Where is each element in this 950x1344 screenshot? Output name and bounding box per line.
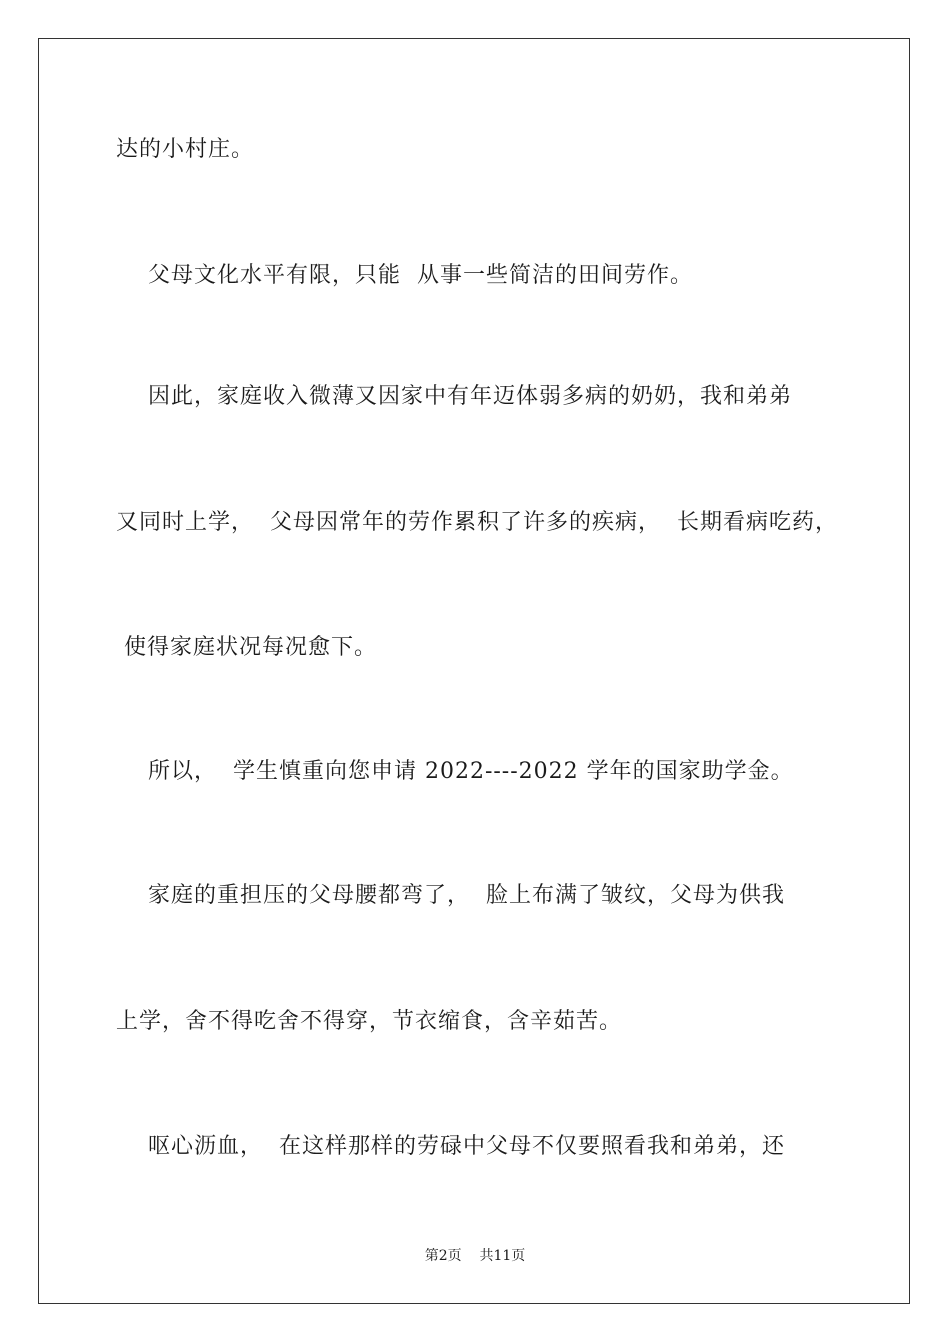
page-border [38,38,910,1304]
text-line-3: 因此，家庭收入微薄又因家中有年迈体弱多病的奶奶，我和弟弟 [116,384,792,409]
text-line-1: 达的小村庄。 [116,137,255,162]
text-line-5: 使得家庭状况每况愈下。 [116,635,377,660]
text-line-9: 呕心沥血， 在这样那样的劳碌中父母不仅要照看我和弟弟，还 [116,1134,785,1159]
text-line-4: 又同时上学， 父母因常年的劳作累积了许多的疾病， 长期看病吃药， [116,510,838,535]
text-line-6: 所以， 学生慎重向您申请 2022----2022 学年的国家助学金。 [116,759,794,784]
page-number: 第2页 [424,1248,462,1264]
text-line-7: 家庭的重担压的父母腰都弯了， 脸上布满了皱纹，父母为供我 [116,883,785,908]
text-line-2: 父母文化水平有限，只能 从事一些简洁的田间劳作。 [116,263,693,288]
text-line-8: 上学，舍不得吃舍不得穿，节衣缩食，含辛茹苦。 [116,1009,623,1034]
page-total: 共11页 [479,1248,526,1264]
page-footer [0,1247,950,1265]
